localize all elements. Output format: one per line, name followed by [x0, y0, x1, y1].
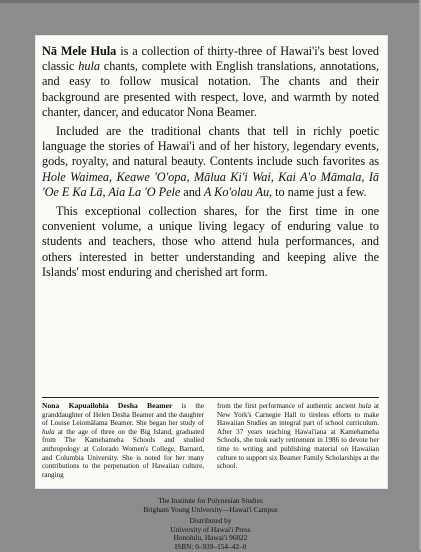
- chant-titles: Hole Waimea, Keawe 'O'opa, Mālua Ki'i Wai, Kai A'o Māmala, Iā 'Oe E Ka Lā, Aia La 'O Pele: [42, 169, 379, 199]
- blurb-p2-end: to name just a few.: [272, 184, 367, 199]
- blurb-p1-text: is a collection of thirty-three of Hawai'i's best loved classic: [42, 44, 379, 74]
- distributor-name: University of Hawai'i Press: [170, 524, 251, 534]
- blurb-p1-end: chants, complete with English translations, annotations, and easy to follow musical notation. The chants and their background are presented with respect, love, and warmth by noted chanter, dancer, and educator Nona Beamer.: [42, 59, 380, 119]
- chant-title-last: A Ko'olau Au,: [203, 184, 273, 199]
- bio-column-right: [217, 402, 379, 479]
- bio-right-emphasis: hula: [358, 402, 372, 410]
- publisher-footer: [0, 497, 421, 552]
- blurb-p2-text: Included are the traditional chants that tell in richly poetic language the stories of Hawai'i and of her history, legendary events, gods, royalty, and natural beauty. Contents include such favorites as: [42, 124, 379, 169]
- bio-left-emphasis: hula: [42, 427, 55, 436]
- publisher-institute: The Institute for Polynesian Studies: [158, 496, 263, 505]
- blurb-paragraph-2: [42, 124, 379, 200]
- author-bio: [42, 402, 379, 479]
- book-title: Nā Mele Hula: [42, 44, 117, 58]
- isbn: ISBN: 0–939–154–42–0: [174, 541, 247, 551]
- blurb-paragraph-3: This exceptional collection shares, for the first time in one convenient volume, a unique living legacy of enduring value to students and teachers, those who attend hula performances, and others interested in better understanding and keeping alive the Islands' most enduring and cherished art form.: [42, 204, 379, 279]
- scan-edge-top: [0, 0, 421, 3]
- blurb-p2-and: and: [180, 184, 204, 199]
- author-name: Nona Kapuailohia Desha Beamer: [42, 401, 173, 410]
- bio-right-text-b: at New York's Carnegie Hall to tireless efforts to make Hawaiian Studies an integral part of school curriculum. After 37 years teaching Hawai'iana at Kamehameha Schools, she took early retirement in 1986 to devote her time to writing and publishing material on Hawaiian culture to support six Beamer Family Scholarships at the school.: [217, 402, 379, 471]
- distributor-address: Honolulu, Hawai'i 96822: [173, 533, 248, 543]
- bio-column-left: [42, 402, 204, 479]
- publisher-university: Brigham Young University—Hawai'i Campus: [143, 504, 278, 514]
- distributor-label: Distributed by: [189, 516, 232, 526]
- description-panel: [35, 35, 388, 489]
- bio-left-text-a: is the granddaughter of Helen Desha Beamer and the daughter of Louise Leiomālama Beamer. She began her study of: [42, 402, 205, 428]
- bio-left-text-b: at the age of three on the Big Island, graduated from The Kamehameha Schools and studied anthropology at Colorado Women's College, Barnard, and Columbia University. She is noted for her many contributions to the perpetuation of Hawaiian culture, ranging: [42, 427, 204, 479]
- bio-right-text-a: from the first performance of authentic ancient: [217, 402, 359, 410]
- section-divider: [42, 397, 379, 398]
- blurb-p1-emphasis: hula: [78, 59, 100, 74]
- blurb-text: [42, 44, 379, 284]
- blurb-paragraph-1: [42, 44, 379, 120]
